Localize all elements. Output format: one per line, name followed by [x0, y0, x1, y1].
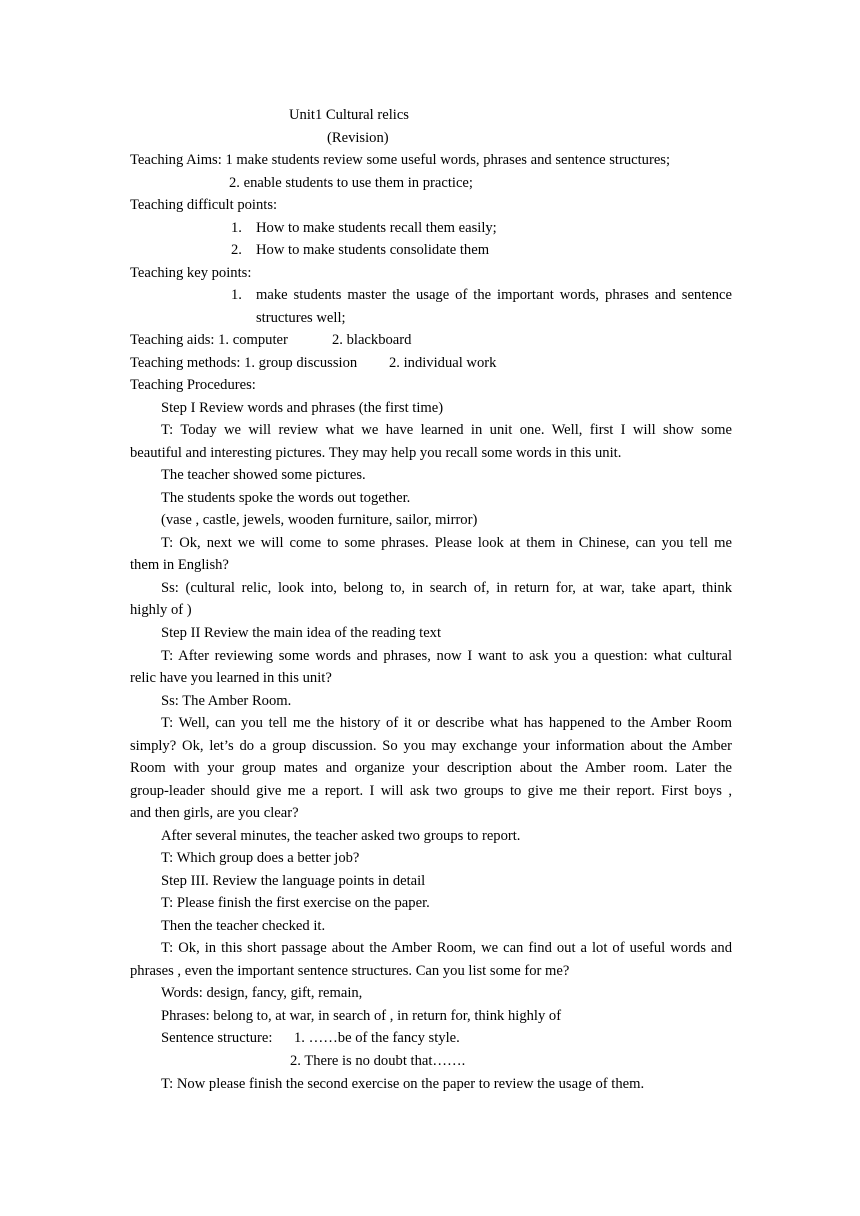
step3-sentence-label: Sentence structure: — [161, 1030, 273, 1046]
step3-sentence-1: 1. ……be of the fancy style. — [294, 1030, 460, 1046]
step1-t2-line2: them in English? — [130, 557, 229, 573]
step3-p1: Then the teacher checked it. — [161, 918, 326, 934]
step3-t2-line2: phrases , even the important sentence structures. Can you list some for me? — [130, 963, 570, 979]
teaching-methods-label: Teaching methods: 1. group discussion — [130, 355, 358, 371]
step1-p3: (vase , castle, jewels, wooden furniture, sailor, mirror) — [161, 512, 478, 528]
step2-t2-line1: T: Well, can you tell me the history of it or describe what has happened to the Amber Room — [161, 715, 732, 731]
step2-t2-line3: Room with your group mates and organize your description about the Amber room. Later the — [130, 760, 732, 776]
step1-ss-line1: Ss: (cultural relic, look into, belong to, in search of, in return for, at war, take apart, think — [161, 580, 732, 596]
step3-words: Words: design, fancy, gift, remain, — [161, 985, 363, 1001]
step1-ss-line2: highly of ) — [130, 602, 192, 618]
step3-t3: T: Now please finish the second exercise on the paper to review the usage of them. — [161, 1076, 645, 1092]
step2-t3: T: Which group does a better job? — [161, 850, 360, 866]
step2-heading: Step II Review the main idea of the reading text — [161, 625, 442, 641]
step1-t1-line2: beautiful and interesting pictures. They may help you recall some words in this unit. — [130, 445, 622, 461]
key-item-1-num: 1. — [231, 287, 242, 303]
difficult-item-2-num: 2. — [231, 242, 242, 258]
teaching-aims-line2: 2. enable students to use them in practice; — [229, 175, 473, 191]
teaching-aids-second: 2. blackboard — [332, 332, 412, 348]
document-title: Unit1 Cultural relics — [289, 107, 409, 123]
step3-t2-line1: T: Ok, in this short passage about the Amber Room, we can find out a lot of useful words and — [161, 940, 732, 956]
step2-p1: After several minutes, the teacher asked two groups to report. — [161, 828, 521, 844]
step1-t2-line1: T: Ok, next we will come to some phrases. Please look at them in Chinese, can you tell me — [161, 535, 732, 551]
document-subtitle: (Revision) — [327, 130, 389, 146]
step2-t1-line1: T: After reviewing some words and phrases, now I want to ask you a question: what cultural — [161, 648, 732, 664]
difficult-item-1-num: 1. — [231, 220, 242, 236]
key-item-1-line2: structures well; — [256, 310, 346, 326]
step2-t2-line2: simply? Ok, let’s do a group discussion. So you may exchange your information about the Amber — [130, 738, 732, 754]
step1-t1-line1: T: Today we will review what we have learned in unit one. Well, first I will show some — [161, 422, 732, 438]
step3-phrases: Phrases: belong to, at war, in search of , in return for, think highly of — [161, 1008, 562, 1024]
step2-t2-line4: group-leader should give me a report. I will ask two groups to give me their report. First boys , — [130, 783, 732, 799]
difficult-points-heading: Teaching difficult points: — [130, 197, 278, 213]
teaching-aids-label: Teaching aids: 1. computer — [130, 332, 288, 348]
step3-heading: Step III. Review the language points in detail — [161, 873, 426, 889]
step1-p1: The teacher showed some pictures. — [161, 467, 366, 483]
procedures-heading: Teaching Procedures: — [130, 377, 256, 393]
step1-p2: The students spoke the words out together. — [161, 490, 411, 506]
difficult-item-2-text: How to make students consolidate them — [256, 242, 490, 258]
step2-ss: Ss: The Amber Room. — [161, 693, 292, 709]
difficult-item-1-text: How to make students recall them easily; — [256, 220, 497, 236]
step2-t1-line2: relic have you learned in this unit? — [130, 670, 332, 686]
teaching-methods-second: 2. individual work — [389, 355, 497, 371]
key-points-heading: Teaching key points: — [130, 265, 252, 281]
step2-t2-line5: and then girls, are you clear? — [130, 805, 299, 821]
teaching-aims-line1: Teaching Aims: 1 make students review some useful words, phrases and sentence structures; — [130, 152, 671, 168]
key-item-1-line1: make students master the usage of the important words, phrases and sentence — [256, 287, 732, 303]
step1-heading: Step I Review words and phrases (the first time) — [161, 400, 444, 416]
step3-sentence-2: 2. There is no doubt that……. — [290, 1053, 466, 1069]
step3-t1: T: Please finish the first exercise on the paper. — [161, 895, 430, 911]
